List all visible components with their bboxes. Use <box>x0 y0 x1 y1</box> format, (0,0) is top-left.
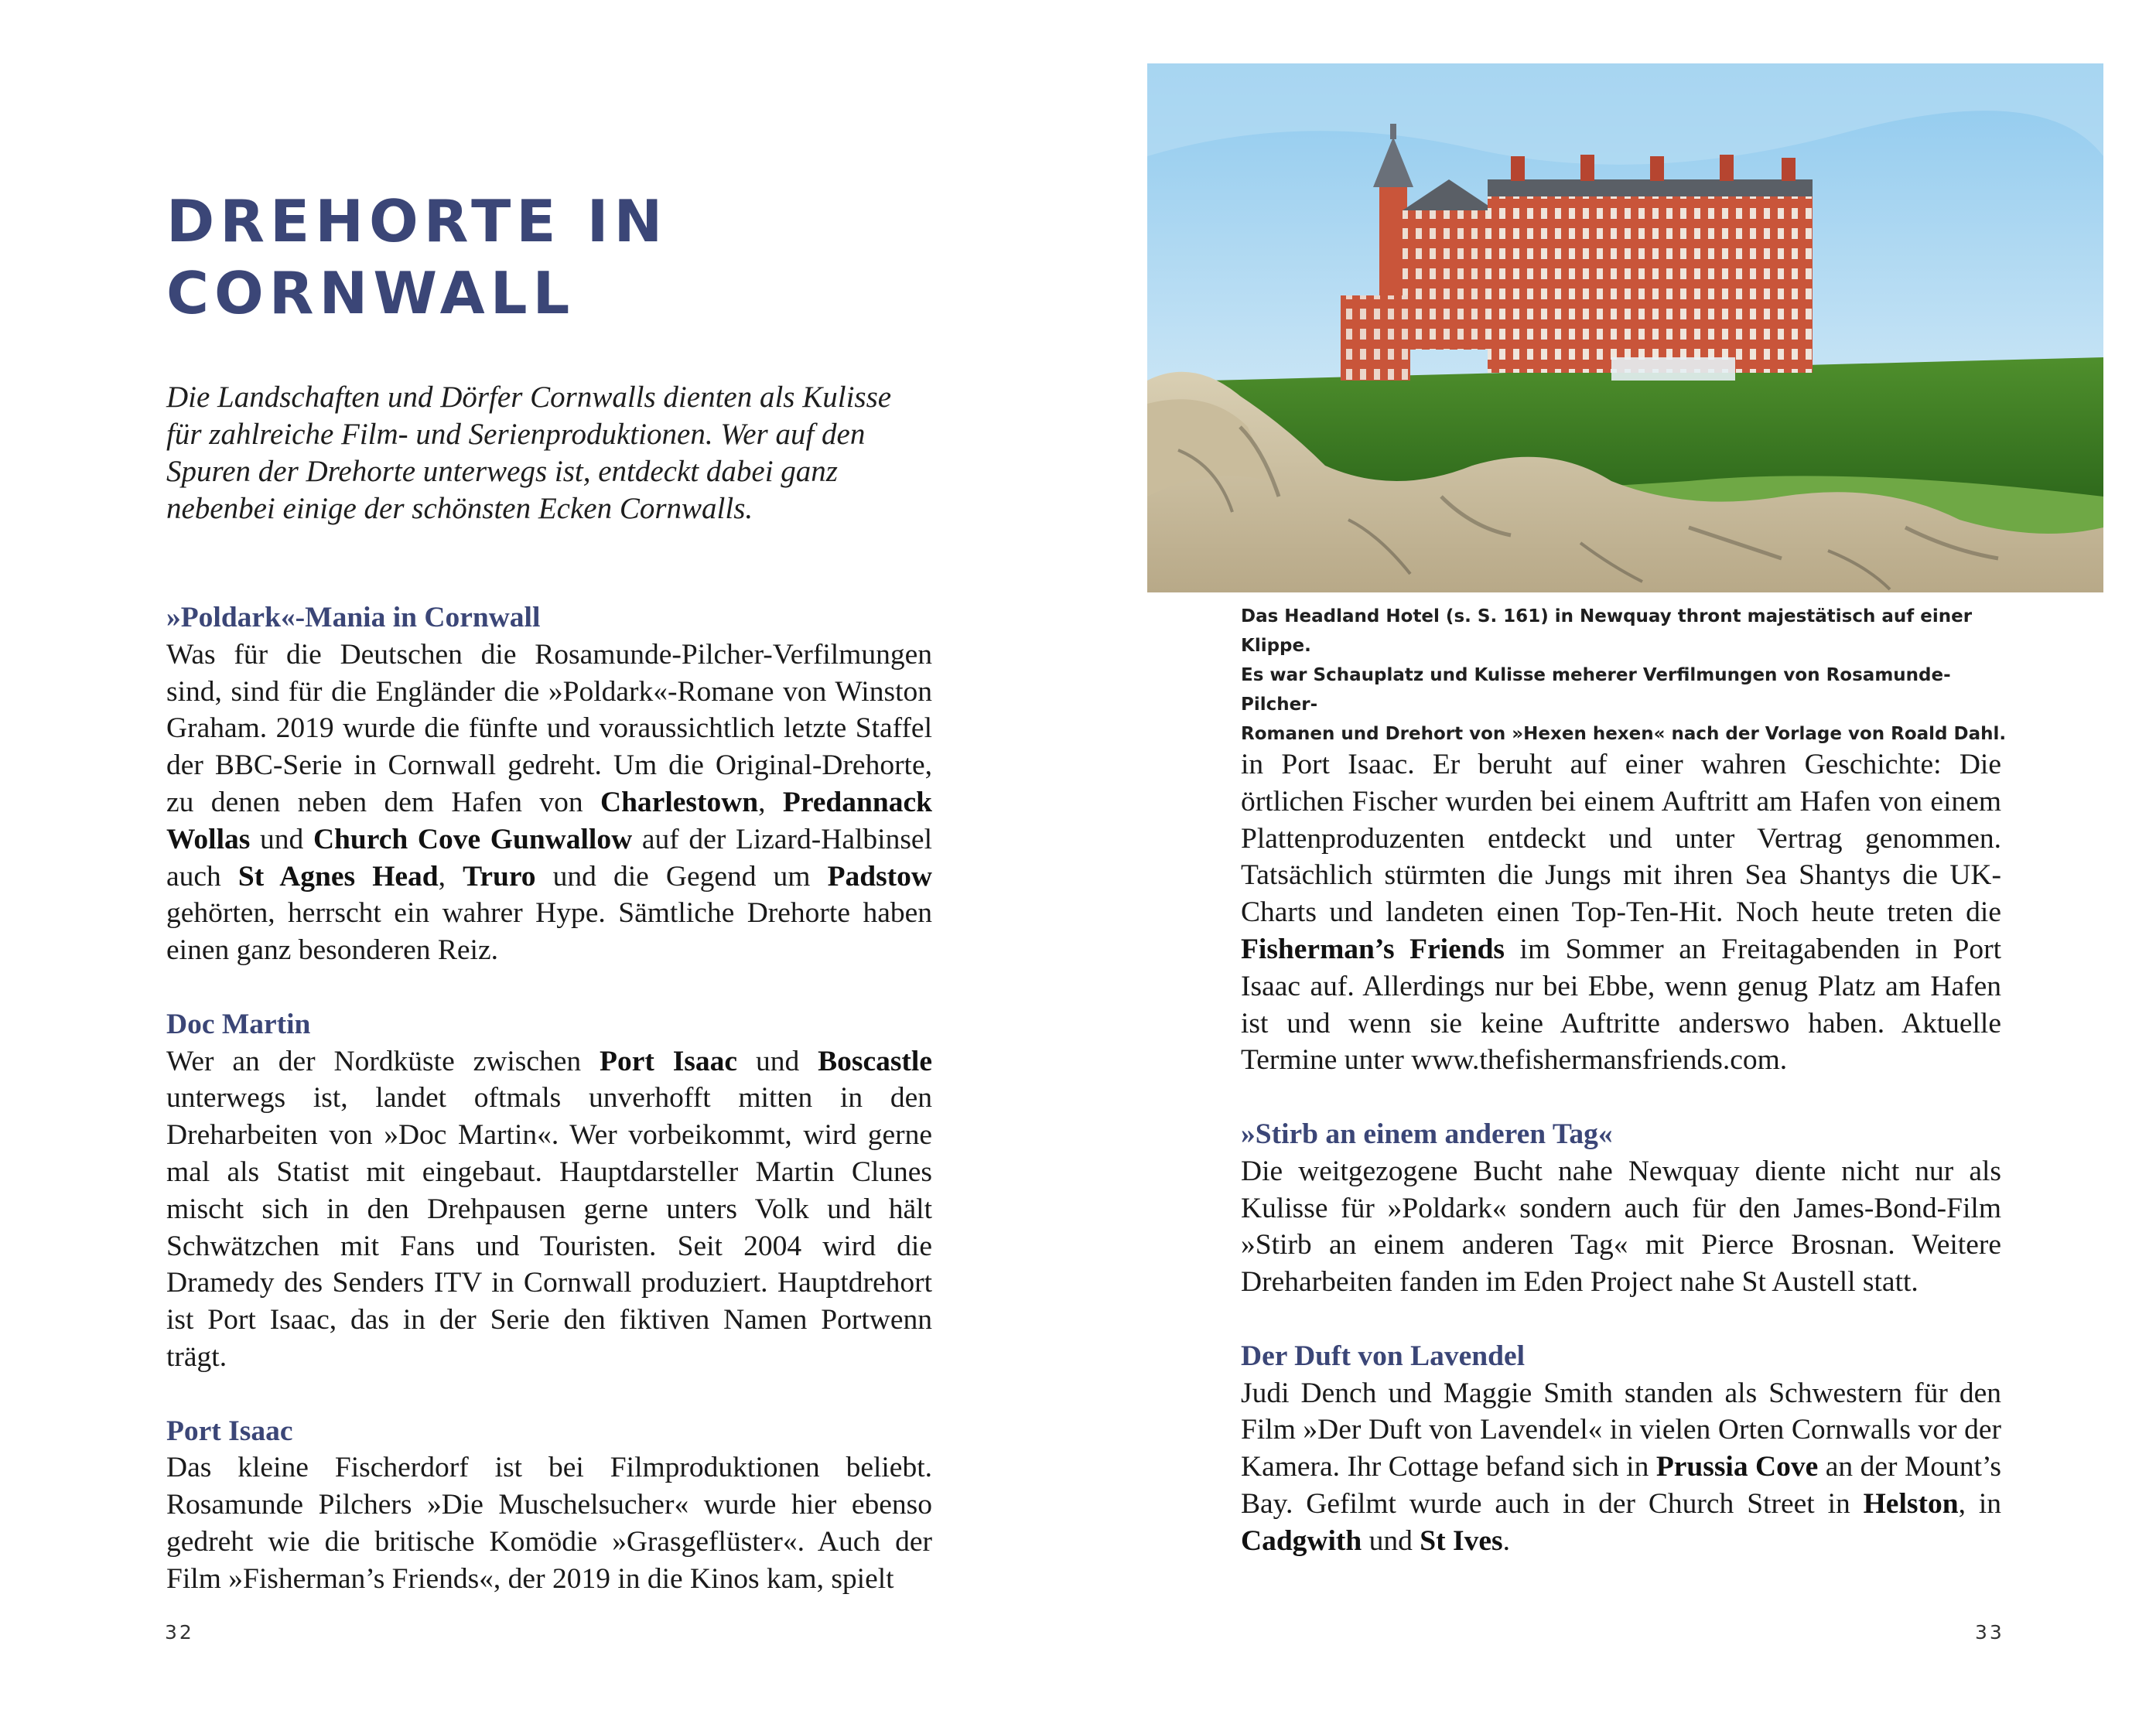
caption-line-2: Es war Schauplatz und Kulisse meherer Verfilmungen von Rosamunde-Pilcher- <box>1241 665 1951 715</box>
page-title <box>166 186 668 329</box>
place-st-ives: St Ives <box>1420 1524 1503 1557</box>
section-doc-martin <box>166 1006 932 1376</box>
photo-caption <box>1241 602 2014 749</box>
heading-lavendel: Der Duft von Lavendel <box>1241 1340 1526 1372</box>
paragraph-poldark: Was für die Deutschen die Rosamunde-Pilcher-Verfilmungen sind, sind für die Engländer die »Poldark«-Romane von Winston Graham. 2019 wurde die fünfte und voraussichtlich letzte Staffel der BBC-Serie in Cornwall gedreht. Um die Original-Drehorte, zu denen neben dem Hafen von Charlestown, Predannack Wollas und Church Cove Gunwallow auf der Lizard-Halbinsel auch St Agnes Head, Truro und die Gegend um Padstow gehörten, herrscht ein wahrer Hype. Sämtliche Drehorte haben einen ganz besonderen Reiz. <box>166 638 932 967</box>
left-column <box>166 599 932 1598</box>
heading-stirb: »Stirb an einem anderen Tag« <box>1241 1118 1613 1150</box>
place-cadgwith: Cadgwith <box>1241 1524 1362 1557</box>
section-port-isaac-continued <box>1241 746 2001 1079</box>
place-port-isaac: Port Isaac <box>600 1045 738 1077</box>
page-number-right: 33 <box>1975 1621 2004 1644</box>
intro-paragraph: Die Landschaften und Dörfer Cornwalls dienten als Kulisse für zahlreiche Film- und Serienproduktionen. Wer auf den Spuren der Drehorte unterwegs ist, entdeckt dabei ganz nebenbei einige der schönsten Ecken Cornwalls. <box>166 381 892 525</box>
headland-hotel-photo <box>1147 63 2103 592</box>
section-poldark <box>166 599 932 969</box>
place-helston: Helston <box>1863 1487 1959 1520</box>
paragraph-lavendel: Judi Dench und Maggie Smith standen als Schwestern für den Film »Der Duft von Lavendel« in vielen Orten Cornwalls vor der Kamera. Ihr Cottage befand sich in Prussia Cove an der Mount’s Bay. Gefilmt wurde auch in der Church Street in Helston, in Cadgwith und St Ives. <box>1241 1377 2002 1557</box>
place-charlestown: Charlestown <box>600 786 759 818</box>
right-column <box>1241 746 2001 1560</box>
place-predannack-wollas: Predannack Wollas <box>166 786 932 855</box>
heading-port-isaac: Port Isaac <box>166 1415 293 1447</box>
paragraph-doc-martin: Wer an der Nordküste zwischen Port Isaac und Boscastle unterwegs ist, landet oftmals unverhofft mitten in den Dreharbeiten von »Doc Martin«. Wer vorbeikommt, wird gerne mal als Statist mit eingebaut. Hauptdarsteller Martin Clunes mischt sich in den Drehpausen gerne unters Volk und hält Schwätzchen mit Fans und Touristen. Seit 2004 wird die Dramedy des Senders ITV in Cornwall produziert. Hauptdrehort ist Port Isaac, das in der Serie den fiktiven Namen Portwenn trägt. <box>166 1045 932 1373</box>
section-stirb <box>1241 1116 2001 1301</box>
place-prussia-cove: Prussia Cove <box>1655 1451 1819 1483</box>
page-number-left: 32 <box>165 1621 194 1644</box>
place-truro: Truro <box>463 860 536 893</box>
place-boscastle: Boscastle <box>818 1045 932 1077</box>
place-st-agnes-head: St Agnes Head <box>237 860 439 893</box>
hotel-on-cliff-illustration <box>1147 63 2103 592</box>
section-lavendel <box>1241 1338 2001 1560</box>
band-fishermans-friends: Fisherman’s Friends <box>1241 933 1505 965</box>
section-port-isaac <box>166 1413 932 1598</box>
paragraph-stirb: Die weitgezogene Bucht nahe Newquay diente nicht nur als Kulisse für »Poldark« sondern auch für den James-Bond-Film »Stirb an einem anderen Tag« mit Pierce Brosnan. Weitere Dreharbeiten fanden im Eden Project nahe St Austell statt. <box>1241 1155 2001 1299</box>
title-line-1: DREHORTE IN <box>166 187 668 255</box>
paragraph-port-isaac: Das kleine Fischerdorf ist bei Filmproduktionen beliebt. Rosamunde Pilchers »Die Muschelsucher« wurde hier ebenso gedreht wie die britische Komödie »Grasgeflüster«. Auch der Film »Fisherman’s Friends«, der 2019 in die Kinos kam, spielt <box>166 1452 932 1595</box>
caption-line-1: Das Headland Hotel (s. S. 161) in Newquay thront majestätisch auf einer Klippe. <box>1241 606 1973 656</box>
title-line-2: CORNWALL <box>166 259 576 327</box>
heading-doc-martin: Doc Martin <box>166 1008 311 1040</box>
paragraph-port-isaac-continued: in Port Isaac. Er beruht auf einer wahren Geschichte: Die örtlichen Fischer wurden bei einem Auftritt am Hafen von einem Plattenproduzenten entdeckt und unter Vertrag genommen. Tatsächlich stürmten die Jungs mit ihren Sea Shantys die UK-Charts und landeten einen Top-Ten-Hit. Noch heute treten die Fisherman’s Friends im Sommer an Freitagabenden in Port Isaac auf. Allerdings nur bei Ebbe, wenn genug Platz am Hafen ist und wenn sie keine Auftritte anderswo haben. Aktuelle Termine unter www.thefishermansfriends.com. <box>1241 749 2002 1077</box>
place-church-cove-gunwallow: Church Cove Gunwallow <box>313 823 633 855</box>
heading-poldark: »Poldark«-Mania in Cornwall <box>166 602 541 633</box>
caption-line-3: Romanen und Drehort von »Hexen hexen« nach der Vorlage von Roald Dahl. <box>1241 724 2007 744</box>
place-padstow: Padstow <box>827 860 932 893</box>
